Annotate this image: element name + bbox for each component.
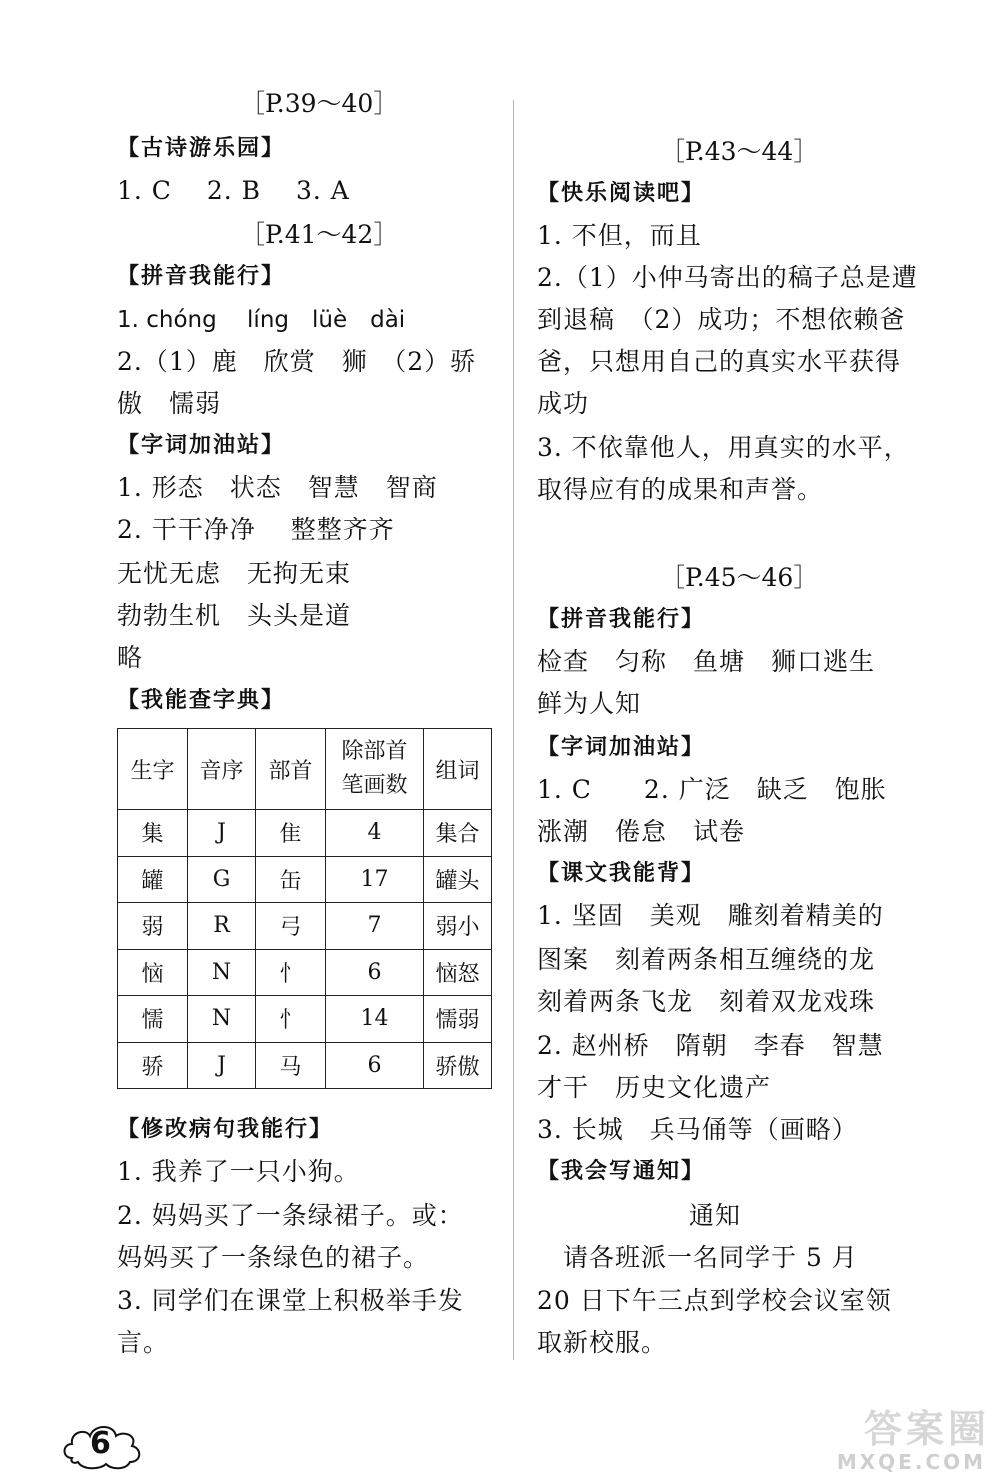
- table-cell: J: [188, 1042, 256, 1089]
- table-cell: 骄: [118, 1042, 188, 1089]
- table-row: [118, 810, 492, 857]
- notice-line: 取新校服。: [537, 1328, 668, 1357]
- section-heading: 【拼音我能行】: [537, 607, 706, 632]
- table-header-row: [118, 729, 492, 810]
- answer-line: 1. C 2. 广泛 缺乏 饱胀: [537, 775, 887, 804]
- table-row: [118, 996, 492, 1043]
- table-cell: 7: [326, 903, 424, 950]
- answer-line: 涨潮 倦怠 试卷: [537, 817, 746, 846]
- table-cell: 6: [326, 949, 424, 996]
- answer-line: 言。: [117, 1328, 170, 1357]
- answer-line: 2. 干干净净 整整齐齐: [117, 515, 395, 544]
- table-cell: N: [188, 949, 256, 996]
- table-cell: 马: [256, 1042, 326, 1089]
- answer-line: 图案 刻着两条相互缠绕的龙: [537, 945, 876, 974]
- table-row: [118, 949, 492, 996]
- table-cell: 罐: [118, 856, 188, 903]
- answer-line: 2.（1）小仲马寄出的稿子总是遭: [537, 263, 918, 292]
- answer-line: 3. 同学们在课堂上积极举手发: [117, 1286, 464, 1315]
- answer-line: 3. 不依靠他人，用真实的水平，: [537, 433, 910, 462]
- answer-line: 鲜为人知: [537, 689, 642, 718]
- page-range: ［P.43～44］: [660, 137, 819, 166]
- table-row: [118, 903, 492, 950]
- table-cell: 恼怒: [424, 949, 492, 996]
- table-cell: 忄: [256, 949, 326, 996]
- table-cell: 懦: [118, 996, 188, 1043]
- table-cell: 忄: [256, 996, 326, 1043]
- answer-line: 到退稿 （2）成功；不想依赖爸: [537, 305, 906, 334]
- section-heading: 【我会写通知】: [537, 1159, 706, 1184]
- pinyin-answer: 1. chóng líng lüè dài: [117, 307, 406, 333]
- table-cell: 懦弱: [424, 996, 492, 1043]
- table-cell: G: [188, 856, 256, 903]
- watermark-logo-text: 答案圈: [863, 1407, 990, 1451]
- table-cell: R: [188, 903, 256, 950]
- answer-line: 2. 妈妈买了一条绿裙子。或：: [117, 1201, 464, 1230]
- table-cell: 骄傲: [424, 1042, 492, 1089]
- answer-line: 无忧无虑 无拘无束: [117, 559, 352, 588]
- table-cell: 弓: [256, 903, 326, 950]
- answer-line: 勃勃生机 头头是道: [117, 601, 352, 630]
- table-cell: 6: [326, 1042, 424, 1089]
- table-cell: 14: [326, 996, 424, 1043]
- table-cell: N: [188, 996, 256, 1043]
- page-number-badge: [58, 1418, 146, 1472]
- answer-line: 成功: [537, 389, 590, 418]
- answer-line: 取得应有的成果和声誉。: [537, 475, 824, 504]
- header-line: 除部首: [341, 739, 408, 764]
- page-range: ［P.39～40］: [240, 89, 399, 118]
- table-cell: J: [188, 810, 256, 857]
- answer-line: 3. 长城 兵马俑等（画略）: [537, 1115, 858, 1144]
- watermark: [784, 1408, 994, 1474]
- section-heading: 【拼音我能行】: [117, 264, 286, 289]
- notice-line: 20 日下午三点到学校会议室领: [537, 1286, 892, 1315]
- answer-line: 刻着两条飞龙 刻着双龙戏珠: [537, 987, 876, 1016]
- table-row: [118, 1042, 492, 1089]
- table-cell: 集合: [424, 810, 492, 857]
- answer-line: 1. 我养了一只小狗。: [117, 1157, 360, 1186]
- page-number: 6: [90, 1426, 111, 1461]
- table-cell: 弱小: [424, 903, 492, 950]
- notice-line: 请各班派一名同学于 5 月: [537, 1243, 858, 1272]
- page-range: ［P.41～42］: [240, 220, 399, 249]
- column-divider: [513, 100, 514, 1360]
- answer-line: 才干 历史文化遗产: [537, 1073, 772, 1102]
- page-range: ［P.45～46］: [660, 563, 819, 592]
- dictionary-table: [117, 728, 492, 1089]
- answer-line: 1. 形态 状态 智慧 智商: [117, 473, 438, 502]
- table-cell: 缶: [256, 856, 326, 903]
- table-row: [118, 856, 492, 903]
- section-heading: 【字词加油站】: [537, 735, 706, 760]
- section-heading: 【快乐阅读吧】: [537, 181, 706, 206]
- notice-title: 通知: [689, 1201, 742, 1230]
- section-heading: 【我能查字典】: [117, 688, 286, 713]
- header-line: 笔画数: [341, 773, 408, 798]
- table-header-cell: 音序: [188, 729, 256, 810]
- table-cell: 集: [118, 810, 188, 857]
- table-header-cell: 组词: [424, 729, 492, 810]
- answer-line: 傲 懦弱: [117, 389, 222, 418]
- section-heading: 【字词加油站】: [117, 433, 286, 458]
- section-heading: 【修改病句我能行】: [117, 1117, 334, 1142]
- answer-line: 妈妈买了一条绿色的裙子。: [117, 1243, 430, 1272]
- table-cell: 17: [326, 856, 424, 903]
- table-cell: 恼: [118, 949, 188, 996]
- answer-line: 1. 不但，而且: [537, 221, 702, 250]
- answer-line: 2.（1）鹿 欣赏 狮 （2）骄: [117, 347, 477, 376]
- answer-line: 爸，只想用自己的真实水平获得: [537, 347, 902, 376]
- section-heading: 【古诗游乐园】: [117, 136, 286, 161]
- table-cell: 罐头: [424, 856, 492, 903]
- answer-line: 2. 赵州桥 隋朝 李春 智慧: [537, 1031, 884, 1060]
- watermark-url: MXQE.COM: [836, 1450, 986, 1474]
- answer-line: 略: [117, 643, 144, 672]
- answer-line: 1. 坚固 美观 雕刻着精美的: [537, 901, 884, 930]
- table-header-cell: 部首: [256, 729, 326, 810]
- section-heading: 【课文我能背】: [537, 861, 706, 886]
- table-cell: 弱: [118, 903, 188, 950]
- table-header-cell: 生字: [118, 729, 188, 810]
- table-cell: 4: [326, 810, 424, 857]
- table-cell: 隹: [256, 810, 326, 857]
- answer-line: 检查 匀称 鱼塘 狮口逃生: [537, 647, 876, 676]
- table-header-cell-strokes: [326, 729, 424, 810]
- answer-line: 1. C 2. B 3. A: [117, 176, 350, 205]
